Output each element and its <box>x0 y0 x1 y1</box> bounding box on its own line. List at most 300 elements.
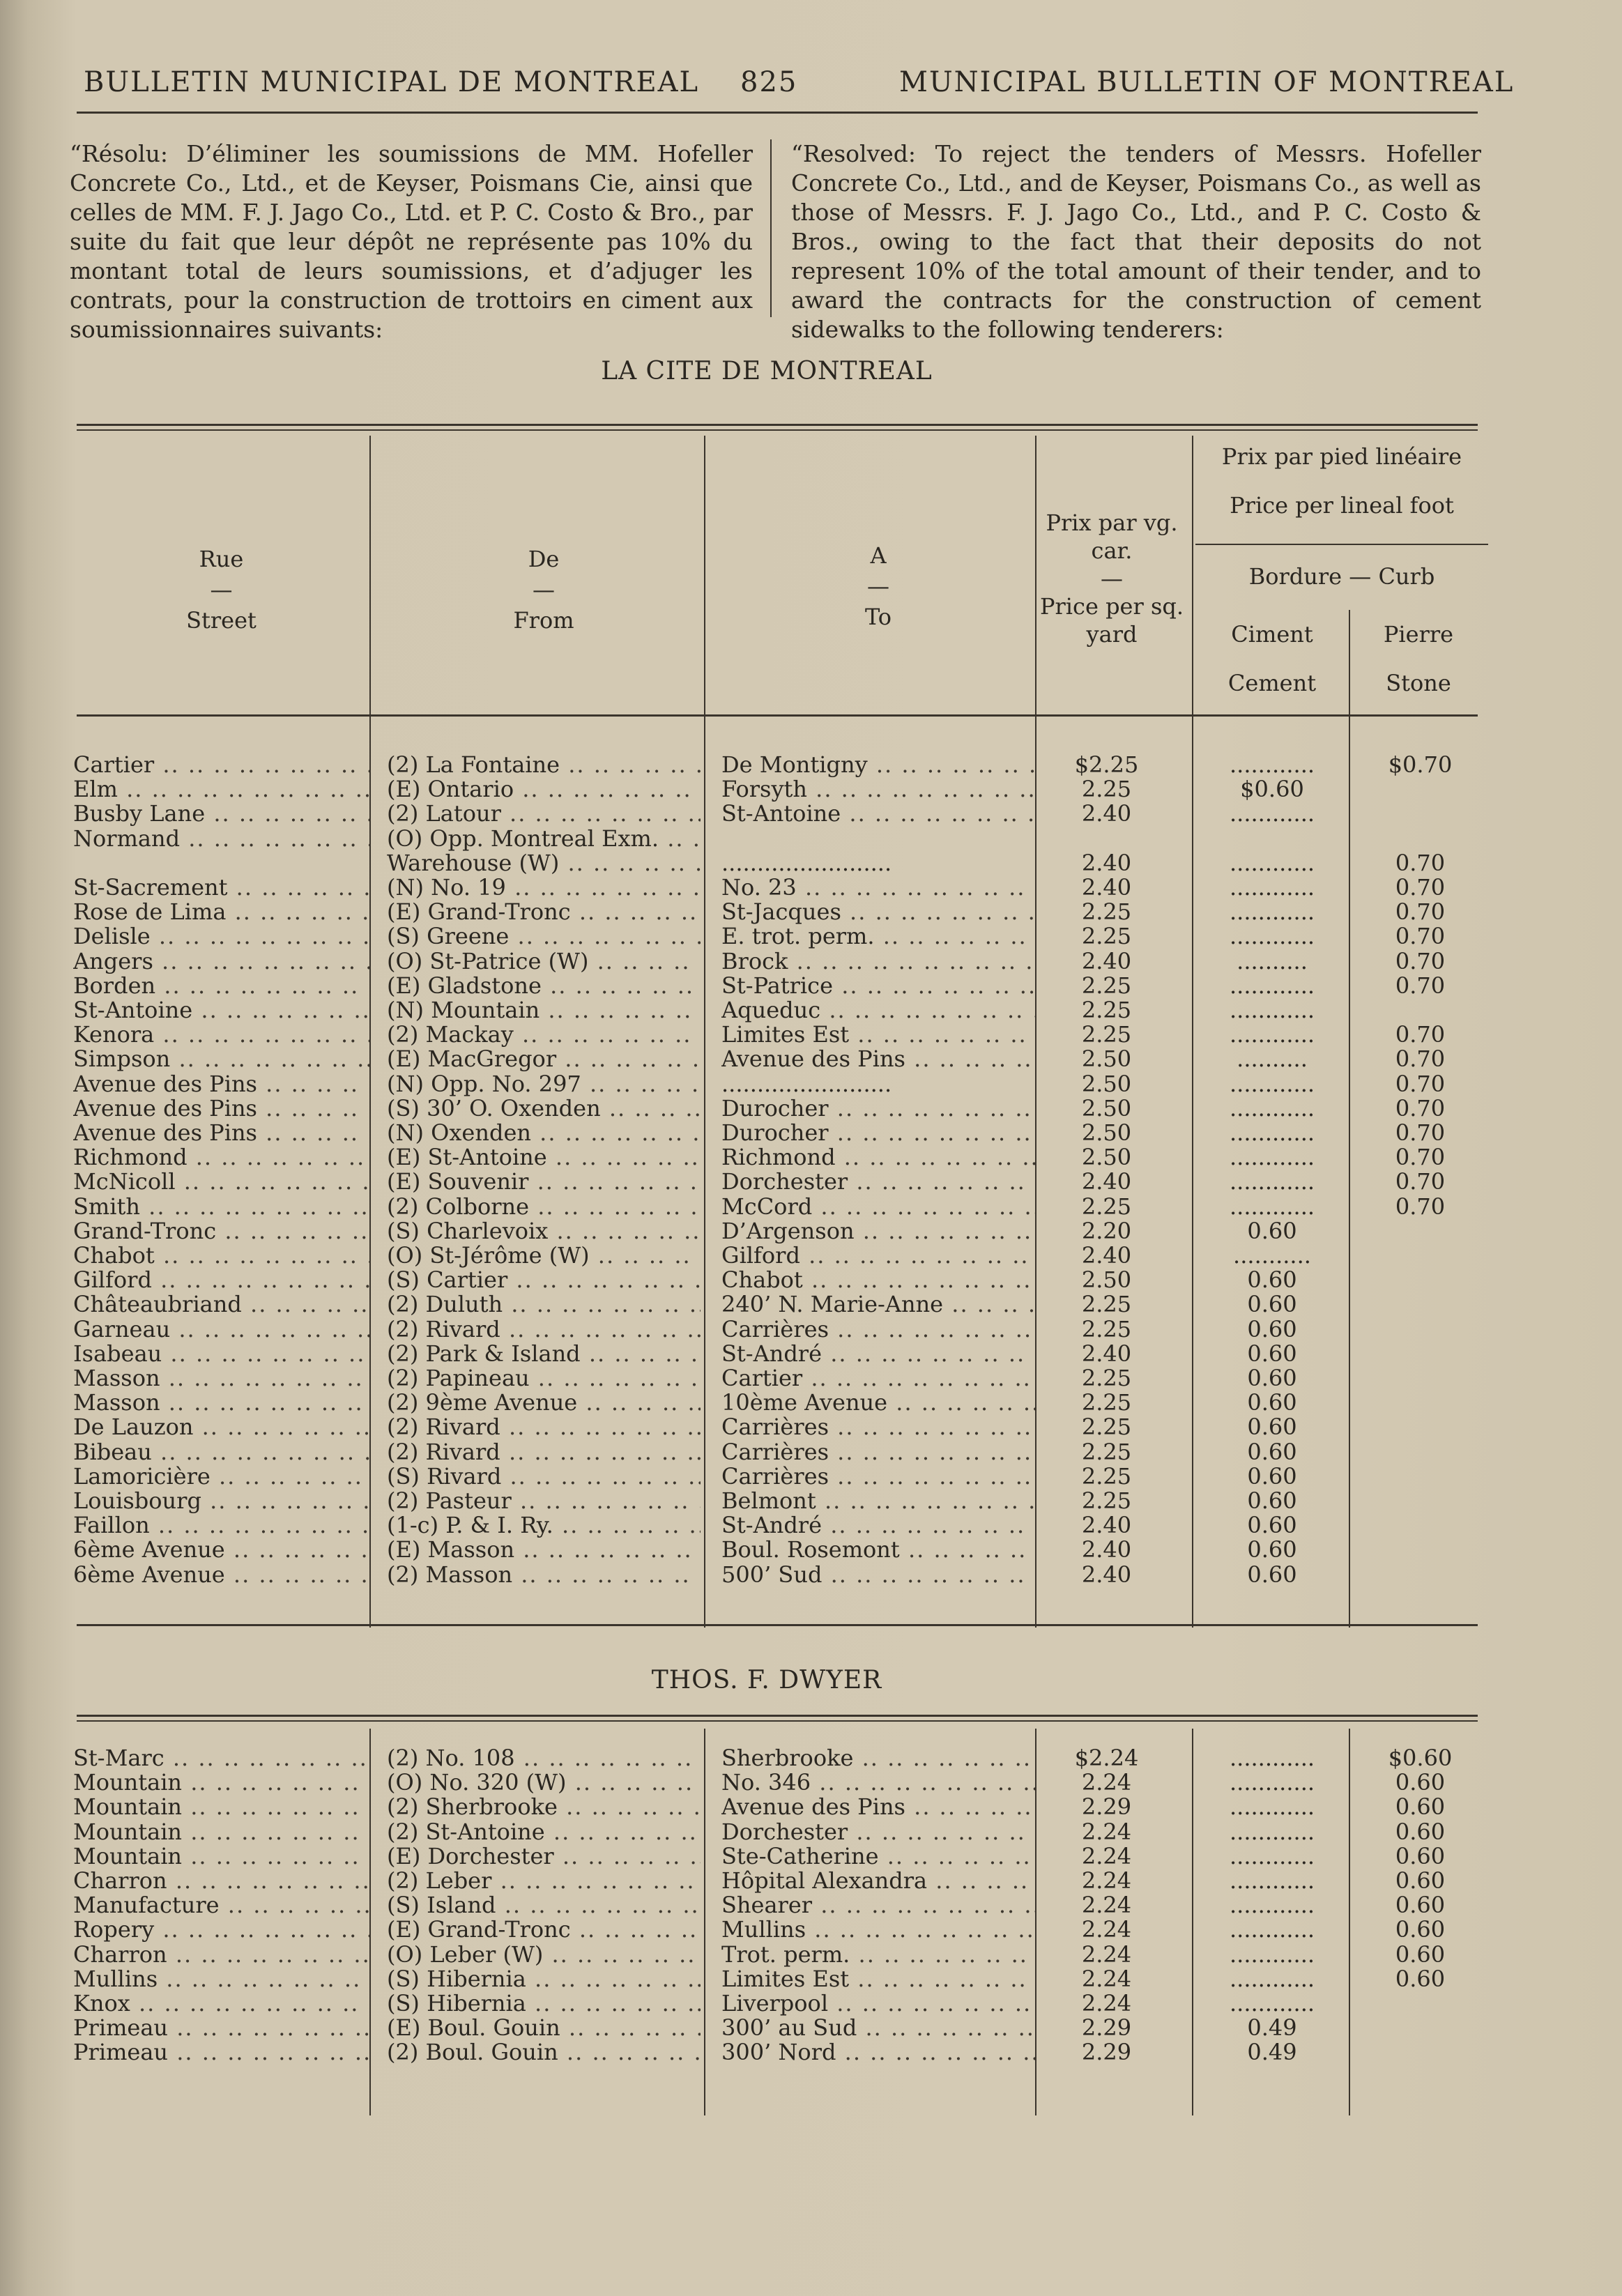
cement-price-cell <box>1202 1391 1342 1415</box>
to-cell <box>721 851 1035 875</box>
section-bottom-rule <box>77 1624 1478 1626</box>
from-cell-text: (2) Rivard .. .. <box>387 1415 701 1439</box>
from-cell-text: (S) Hibernia .. .. <box>387 1967 701 1991</box>
street-cell-text: Garneau .. .. <box>73 1317 369 1342</box>
street-cell-text: Mountain .. .. <box>73 1795 369 1819</box>
from-cell <box>387 1893 701 1918</box>
cement-price-cell <box>1202 1820 1342 1844</box>
from-cell-text: (2) Sherbrooke .. .. <box>387 1795 701 1819</box>
cement-price-cell-text: .......... <box>1237 949 1308 974</box>
street-cell <box>73 753 369 777</box>
price-cell-text: 2.24 <box>1081 1844 1132 1869</box>
from-cell-text: (2) Leber .. .. <box>387 1869 701 1893</box>
street-cell-text: Primeau .. .. <box>73 2040 369 2065</box>
price-cell <box>1046 1513 1168 1538</box>
street-cell <box>73 1538 369 1562</box>
from-cell <box>387 1072 701 1096</box>
stone-price-cell-text: 0.60 <box>1395 1893 1446 1918</box>
from-cell-text: (E) MacGregor .. .. <box>387 1047 701 1071</box>
price-cell-text: 2.50 <box>1081 1047 1132 1072</box>
table-row <box>0 1770 1533 1795</box>
from-cell-text: (S) Rivard .. .. <box>387 1464 701 1489</box>
street-cell <box>73 1918 369 1942</box>
col-header-street-fr: Rue <box>199 546 244 572</box>
from-cell-text: (2) La Fontaine .. .. <box>387 753 701 777</box>
price-cell <box>1046 777 1168 802</box>
price-cell <box>1046 1366 1168 1391</box>
price-cell <box>1046 1869 1168 1893</box>
from-cell <box>387 900 701 924</box>
col-header-cement-en: Cement <box>1227 670 1317 696</box>
to-cell <box>721 1023 1035 1047</box>
price-cell <box>1046 875 1168 900</box>
price-cell-text: 2.25 <box>1081 1317 1132 1342</box>
from-cell-text: (2) Pasteur .. .. <box>387 1489 701 1513</box>
to-cell-text: Boul. Rosemont .. .. <box>721 1538 1035 1562</box>
cement-price-cell-text: ............ <box>1229 1869 1315 1893</box>
to-cell-text: Durocher .. .. <box>721 1121 1035 1145</box>
table-row <box>0 753 1533 777</box>
price-cell-text: 2.24 <box>1081 1869 1132 1893</box>
from-cell <box>387 2016 701 2040</box>
street-cell-text: Lamoricière .. .. <box>73 1464 369 1489</box>
price-cell-text: 2.25 <box>1081 777 1132 802</box>
price-cell-text: 2.40 <box>1081 875 1132 900</box>
street-cell-text: Smith .. .. <box>73 1195 369 1219</box>
street-cell <box>73 1795 369 1819</box>
table-row <box>0 875 1533 900</box>
street-cell <box>73 1440 369 1464</box>
running-header-en: MUNICIPAL BULLETIN OF MONTREAL <box>899 66 1515 98</box>
cement-price-cell-text: ............ <box>1229 1918 1315 1943</box>
street-cell-text: Cartier .. .. <box>73 753 369 777</box>
street-cell <box>73 1391 369 1415</box>
from-cell-text: (2) Rivard .. .. <box>387 1317 701 1342</box>
stone-price-cell <box>1359 1047 1481 1071</box>
from-cell-text: (O) St-Jérôme (W) .. .. <box>387 1243 701 1268</box>
street-cell-text: Mountain .. .. <box>73 1770 369 1795</box>
price-cell <box>1046 1967 1168 1991</box>
col-header-street-dash: — <box>210 576 233 603</box>
cement-price-cell-text: ............ <box>1229 1844 1315 1869</box>
to-cell-text: Hôpital Alexandra .. .. <box>721 1869 1035 1893</box>
price-cell-text: 2.25 <box>1081 1366 1132 1391</box>
from-cell-text: (2) Latour .. .. <box>387 802 701 826</box>
street-cell <box>73 1121 369 1145</box>
price-cell-text: 2.25 <box>1081 924 1132 949</box>
stone-price-cell-text: 0.60 <box>1395 1795 1446 1820</box>
cement-price-cell-text: ............ <box>1229 1170 1315 1195</box>
price-cell <box>1046 851 1168 875</box>
from-cell-text: (E) Gladstone .. .. <box>387 974 701 998</box>
street-cell <box>73 1489 369 1513</box>
cement-price-cell <box>1202 1023 1342 1047</box>
stone-price-cell <box>1359 1195 1481 1219</box>
table-row <box>0 1844 1533 1869</box>
street-cell-text: St-Antoine .. .. <box>73 998 369 1023</box>
cement-price-cell <box>1202 1991 1342 2016</box>
to-cell <box>721 1219 1035 1243</box>
col-header-to-dash: — <box>867 573 889 599</box>
from-cell <box>387 924 701 949</box>
cement-price-cell <box>1202 1489 1342 1513</box>
stone-price-cell-text: 0.60 <box>1395 1819 1446 1844</box>
from-cell <box>387 1943 701 1967</box>
cement-price-cell-text: ............ <box>1229 1991 1315 2016</box>
to-cell <box>721 1489 1035 1513</box>
price-cell <box>1046 998 1168 1023</box>
from-cell <box>387 1844 701 1869</box>
to-cell <box>721 1991 1035 2016</box>
to-cell-text: Carrières .. .. <box>721 1440 1035 1464</box>
cement-price-cell-text: 0.60 <box>1247 1415 1297 1440</box>
from-cell-text: (S) 30’ O. Oxenden .. .. <box>387 1096 701 1121</box>
price-cell <box>1046 974 1168 998</box>
from-cell <box>387 827 701 851</box>
table-row <box>0 1415 1533 1439</box>
cement-price-cell <box>1202 875 1342 900</box>
stone-price-cell <box>1359 1145 1481 1170</box>
from-cell-text: (S) Cartier .. .. <box>387 1268 701 1292</box>
to-cell-text: Belmont .. .. <box>721 1489 1035 1513</box>
dwyer-top-rule-inner <box>77 1720 1478 1722</box>
from-cell-text: (2) Park & Island .. .. <box>387 1342 701 1366</box>
cement-price-cell-text: 0.60 <box>1247 1464 1297 1489</box>
street-cell-text: Louisbourg .. .. <box>73 1489 369 1513</box>
to-cell-text: 10ème Avenue .. .. <box>721 1391 1035 1415</box>
price-cell <box>1046 1538 1168 1562</box>
stone-price-cell <box>1359 1967 1481 1991</box>
from-cell <box>387 1366 701 1391</box>
col-header-lineal-en: Price per lineal foot <box>1230 492 1454 519</box>
price-cell <box>1046 2040 1168 2065</box>
price-cell <box>1046 1023 1168 1047</box>
price-cell-text: 2.29 <box>1081 2016 1132 2041</box>
cement-price-cell <box>1202 777 1342 802</box>
street-cell-text: Châteaubriand .. .. <box>73 1292 369 1317</box>
price-cell-text: 2.25 <box>1081 998 1132 1023</box>
table-row <box>0 777 1533 802</box>
from-cell-text: (E) Boul. Gouin .. .. <box>387 2016 701 2040</box>
street-cell-text: Richmond .. .. <box>73 1145 369 1170</box>
cement-price-cell <box>1202 1563 1342 1587</box>
price-cell <box>1046 1820 1168 1844</box>
to-cell <box>721 1943 1035 1967</box>
price-cell <box>1046 1195 1168 1219</box>
stone-price-cell-text: 0.70 <box>1395 949 1446 974</box>
from-cell-text: Warehouse (W) .. .. <box>387 851 701 875</box>
stone-price-cell <box>1359 1795 1481 1819</box>
stone-price-cell-text: 0.70 <box>1395 1145 1446 1170</box>
street-cell <box>73 1145 369 1170</box>
to-cell <box>721 1243 1035 1268</box>
stone-price-cell <box>1359 1170 1481 1194</box>
to-cell-text: Durocher .. .. <box>721 1096 1035 1121</box>
street-cell-text: Mountain .. .. <box>73 1844 369 1869</box>
street-cell <box>73 1820 369 1844</box>
to-cell <box>721 1415 1035 1439</box>
to-cell-text: Trot. perm. .. .. <box>721 1943 1035 1967</box>
street-cell <box>73 924 369 949</box>
to-cell <box>721 1317 1035 1342</box>
street-cell-text: 6ème Avenue .. .. <box>73 1538 369 1562</box>
price-cell-text: 2.24 <box>1081 1966 1132 1991</box>
from-cell <box>387 1746 701 1770</box>
table-row <box>0 1219 1533 1243</box>
cement-price-cell-text: ............ <box>1229 753 1315 777</box>
cement-price-cell <box>1202 1770 1342 1795</box>
cement-price-cell-text: 0.49 <box>1247 2040 1297 2065</box>
price-cell-text: $2.24 <box>1074 1746 1139 1770</box>
header-rule <box>77 112 1478 114</box>
price-cell-text: 2.40 <box>1081 802 1132 827</box>
from-cell-text: (2) 9ème Avenue .. .. <box>387 1391 701 1415</box>
stone-price-cell-text: 0.60 <box>1395 1869 1446 1893</box>
to-cell <box>721 949 1035 974</box>
to-cell-text: Richmond .. .. <box>721 1145 1035 1170</box>
to-cell-text: 500’ Sud .. .. <box>721 1563 1035 1587</box>
table-row <box>0 1243 1533 1268</box>
column-divider <box>770 139 772 317</box>
price-cell-text: 2.24 <box>1081 1770 1132 1796</box>
cement-price-cell <box>1202 900 1342 924</box>
to-cell-text: No. 23 .. .. <box>721 875 1035 900</box>
street-cell-text: Simpson .. .. <box>73 1047 369 1071</box>
to-cell <box>721 1366 1035 1391</box>
to-cell <box>721 1342 1035 1366</box>
from-cell-text: (S) Greene .. .. <box>387 924 701 949</box>
street-cell <box>73 802 369 826</box>
cement-price-cell-text: ............ <box>1229 1071 1315 1096</box>
price-cell <box>1046 1391 1168 1415</box>
col-header-price-en: Price per sq. yard <box>1039 593 1184 648</box>
price-cell <box>1046 1563 1168 1587</box>
from-cell-text: (1-c) P. & I. Ry. .. .. <box>387 1513 701 1538</box>
cement-price-cell-text: $0.60 <box>1240 777 1304 802</box>
col-header-street <box>73 544 369 636</box>
price-cell <box>1046 1844 1168 1869</box>
to-cell <box>721 1464 1035 1489</box>
price-cell-text: 2.25 <box>1081 1464 1132 1489</box>
to-cell <box>721 2040 1035 2065</box>
street-cell <box>73 949 369 974</box>
price-cell <box>1046 2016 1168 2040</box>
street-cell-text: Elm .. .. <box>73 777 369 802</box>
to-cell <box>721 1893 1035 1918</box>
table-row <box>0 1342 1533 1366</box>
table-row <box>0 1440 1533 1464</box>
from-cell-text: (N) Opp. No. 297 .. .. <box>387 1072 701 1096</box>
price-cell-text: 2.50 <box>1081 1121 1132 1145</box>
cement-price-cell-text: 0.60 <box>1247 1391 1297 1416</box>
cement-price-cell <box>1202 1342 1342 1366</box>
stone-price-cell <box>1359 1918 1481 1942</box>
cement-price-cell-text: 0.60 <box>1247 1268 1297 1293</box>
price-cell <box>1046 924 1168 949</box>
to-cell-text: St-André .. .. <box>721 1513 1035 1538</box>
cement-price-cell-text: 0.60 <box>1247 1366 1297 1391</box>
from-cell <box>387 1967 701 1991</box>
to-cell-text: Sherbrooke .. .. <box>721 1746 1035 1770</box>
from-cell <box>387 1991 701 2016</box>
cement-price-cell-text: ............ <box>1229 802 1315 827</box>
table-row <box>0 1489 1533 1513</box>
table-row <box>0 1170 1533 1194</box>
street-cell-text: Avenue des Pins .. .. <box>73 1072 369 1096</box>
table-row <box>0 1893 1533 1918</box>
from-cell <box>387 1219 701 1243</box>
price-cell <box>1046 1268 1168 1292</box>
cement-price-cell-text: 0.60 <box>1247 1513 1297 1538</box>
stone-price-cell-text: 0.60 <box>1395 1966 1446 1991</box>
cement-price-cell-text: ............ <box>1229 875 1315 900</box>
from-cell <box>387 1047 701 1071</box>
street-cell-text: Mullins .. .. <box>73 1967 369 1991</box>
cement-price-cell <box>1202 1317 1342 1342</box>
street-cell-text: Avenue des Pins .. .. <box>73 1096 369 1121</box>
section-title-cite: LA CITE DE MONTREAL <box>601 357 933 385</box>
to-cell-text: St-Jacques .. .. <box>721 900 1035 924</box>
street-cell <box>73 1317 369 1342</box>
price-cell-text: 2.25 <box>1081 973 1132 998</box>
street-cell <box>73 1096 369 1121</box>
street-cell <box>73 1943 369 1967</box>
street-cell <box>73 1991 369 2016</box>
from-cell-text: (O) Leber (W) .. .. <box>387 1943 701 1967</box>
price-cell-text: 2.20 <box>1081 1218 1132 1243</box>
street-cell <box>73 777 369 802</box>
stone-price-cell-text: 0.70 <box>1395 1047 1446 1072</box>
from-cell-text: (O) Opp. Montreal Exm. .. .. <box>387 827 701 851</box>
street-cell <box>73 1023 369 1047</box>
stone-price-cell <box>1359 1121 1481 1145</box>
from-cell <box>387 1145 701 1170</box>
table-row <box>0 851 1533 875</box>
to-cell-text: Cartier .. .. <box>721 1366 1035 1391</box>
col-header-stone-en: Stone <box>1386 670 1451 696</box>
from-cell <box>387 1538 701 1562</box>
table-row <box>0 1820 1533 1844</box>
cement-price-cell-text: 0.60 <box>1247 1439 1297 1464</box>
street-cell <box>73 1893 369 1918</box>
table-row <box>0 1563 1533 1587</box>
street-cell-text: McNicoll .. .. <box>73 1170 369 1194</box>
from-cell <box>387 1121 701 1145</box>
resolution-text-en: “Resolved: To reject the tenders of Messrs. Hofeller Concrete Co., Ltd., and de Keyser, Poismans Co., as well as those of Messrs. F. J. Jago Co., Ltd., and P. C. Costo & Bros., owing to the fact that their deposits do not represent 10% of the total amount of their tender, and to award the contracts for the construction of cement sidewalks to the following tenderers: <box>791 140 1481 343</box>
from-cell <box>387 1195 701 1219</box>
cement-price-cell <box>1202 1268 1342 1292</box>
street-cell <box>73 1292 369 1317</box>
cement-price-cell-text: ............ <box>1229 1819 1315 1844</box>
to-cell-text: St-Patrice .. .. <box>721 974 1035 998</box>
cement-price-cell <box>1202 1170 1342 1194</box>
cement-price-cell <box>1202 851 1342 875</box>
running-header-fr: BULLETIN MUNICIPAL DE MONTREAL <box>84 66 700 98</box>
price-cell <box>1046 802 1168 826</box>
table-row <box>0 1096 1533 1121</box>
cement-price-cell <box>1202 1440 1342 1464</box>
to-cell-text: ........................ <box>721 1071 892 1096</box>
to-cell-text: Carrières .. .. <box>721 1317 1035 1342</box>
stone-price-cell <box>1359 851 1481 875</box>
price-cell-text: 2.24 <box>1081 1819 1132 1844</box>
street-cell-text: Mountain .. .. <box>73 1820 369 1844</box>
table-row <box>0 2016 1533 2040</box>
cement-price-cell <box>1202 2040 1342 2065</box>
cement-price-cell <box>1202 1746 1342 1770</box>
to-cell-text: De Montigny .. .. <box>721 753 1035 777</box>
to-cell-text: Liverpool .. .. <box>721 1991 1035 2016</box>
cement-price-cell <box>1202 1415 1342 1439</box>
street-cell <box>73 1047 369 1071</box>
price-cell <box>1046 1770 1168 1795</box>
cement-price-cell-text: ............ <box>1229 1966 1315 1991</box>
price-cell-text: 2.25 <box>1081 1023 1132 1048</box>
stone-price-cell <box>1359 949 1481 974</box>
price-cell-text: 2.40 <box>1081 1341 1132 1366</box>
to-cell <box>721 1195 1035 1219</box>
price-cell <box>1046 1440 1168 1464</box>
col-header-pierre <box>1349 610 1488 707</box>
street-cell-text: Charron .. .. <box>73 1869 369 1893</box>
street-cell <box>73 1513 369 1538</box>
table-row <box>0 1918 1533 1942</box>
from-cell-text: (2) Boul. Gouin .. .. <box>387 2040 701 2065</box>
price-cell-text: 2.24 <box>1081 1918 1132 1943</box>
from-cell <box>387 1869 701 1893</box>
street-cell <box>73 1243 369 1268</box>
to-cell <box>721 1770 1035 1795</box>
price-cell-text: 2.25 <box>1081 1391 1132 1416</box>
stone-price-cell-text: 0.70 <box>1395 1071 1446 1096</box>
from-cell-text: (E) Dorchester .. .. <box>387 1844 701 1869</box>
table-row <box>0 1145 1533 1170</box>
stone-price-cell-text: 0.70 <box>1395 973 1446 998</box>
price-cell <box>1046 1415 1168 1439</box>
street-cell <box>73 1869 369 1893</box>
from-cell <box>387 1770 701 1795</box>
price-cell-text: 2.25 <box>1081 1439 1132 1464</box>
price-cell-text: 2.50 <box>1081 1096 1132 1121</box>
price-cell-text: 2.40 <box>1081 1243 1132 1268</box>
cement-price-cell-text: ............ <box>1229 1942 1315 1967</box>
street-cell <box>73 2016 369 2040</box>
cement-price-cell-text: ............ <box>1229 850 1315 875</box>
price-cell <box>1046 1121 1168 1145</box>
from-cell <box>387 1795 701 1819</box>
street-cell <box>73 1563 369 1587</box>
price-cell-text: $2.25 <box>1074 753 1139 777</box>
to-cell-text: Dorchester .. .. <box>721 1170 1035 1194</box>
table-row <box>0 1047 1533 1071</box>
to-cell <box>721 1047 1035 1071</box>
price-cell <box>1046 1943 1168 1967</box>
to-cell <box>721 1145 1035 1170</box>
to-cell <box>721 1967 1035 1991</box>
stone-price-cell <box>1359 1746 1481 1770</box>
cement-price-cell-text: ............ <box>1229 1893 1315 1918</box>
to-cell-text: St-André .. .. <box>721 1342 1035 1366</box>
cement-price-cell <box>1202 2016 1342 2040</box>
street-cell <box>73 1844 369 1869</box>
col-header-from-dash: — <box>533 576 555 603</box>
to-cell <box>721 875 1035 900</box>
cement-price-cell <box>1202 974 1342 998</box>
price-cell <box>1046 1219 1168 1243</box>
header-bottom-rule <box>77 714 1478 717</box>
street-cell-text: Delisle .. .. <box>73 924 369 949</box>
stone-price-cell-text: 0.70 <box>1395 1096 1446 1121</box>
